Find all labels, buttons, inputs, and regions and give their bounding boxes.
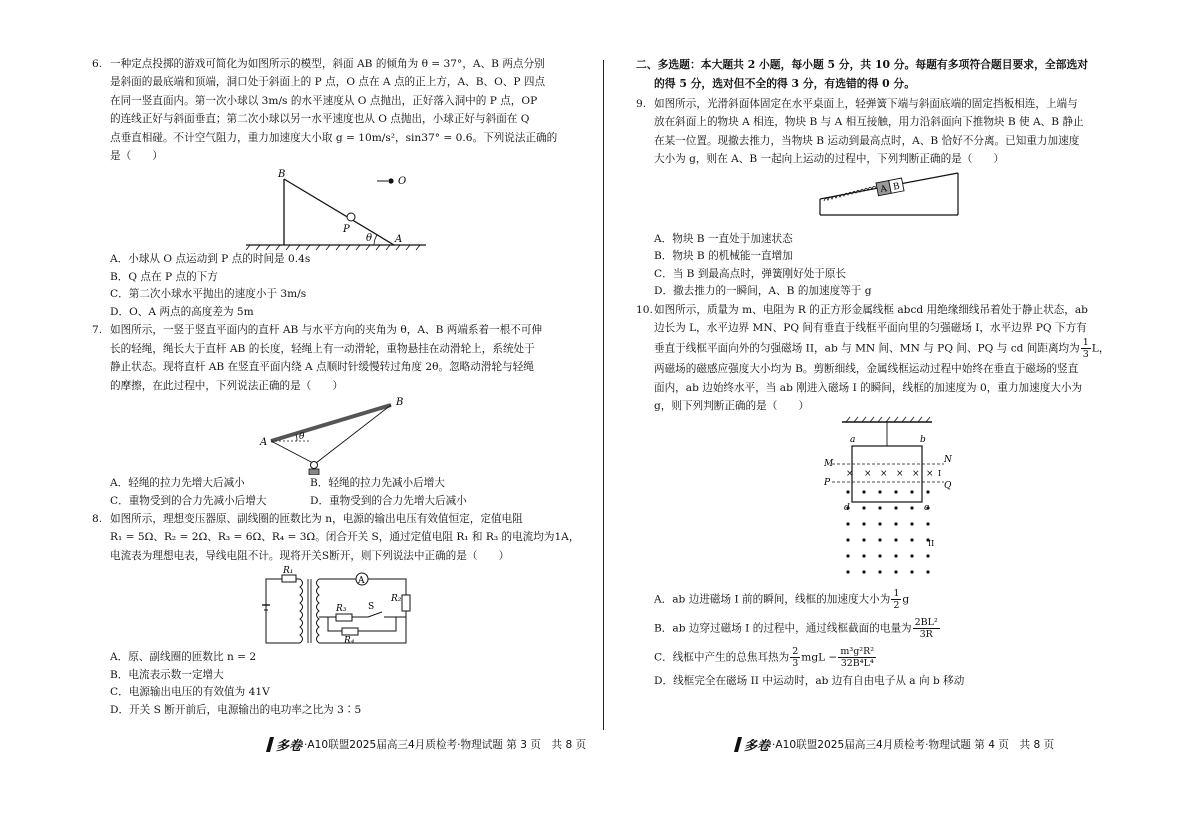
svg-text:×: × [925, 468, 934, 479]
q6-options [92, 251, 580, 321]
option-b[interactable]: B．ab 边穿过磁场 I 的过程中，通过线框截面的电量为 $\frac{\text{2BL²}}{3R}$ [654, 616, 938, 640]
label-c: c [923, 502, 929, 513]
q7-options [92, 475, 580, 510]
q8-options [92, 649, 580, 719]
fraction-one-third: $\frac{1}{3}$ [1082, 337, 1089, 361]
magnetic-field-figure [824, 416, 954, 588]
option-d[interactable]: D．线框完全在磁场 II 中运动时，ab 边有自由电子从 a 向 b 移动 [654, 674, 965, 687]
rod-pulley-figure [251, 395, 421, 475]
question-6: 6. 一种定点投掷的游戏可简化为如图所示的模型，斜面 AB 的倾角为 θ = 37°，A、B 两点分别 是斜面的最底端和顶端，洞口处于斜面上的 P 点，O 点在 A 点的正上方，A、B、O、P 四点 在同一竖直面内。第一次小球以 3m/s 的水平速度从 O 点抛出，正好落入洞中的 P 点，OP 的连线正好与斜面垂直；第二次小球以另一水平速度也从 O 点抛出，小球正好与斜面在 Q 点垂直相碰。不计空气阻力，重力加速度大小取 g = 10m/s²，sin37° = 0.6。下列说法正确的 是（ ） [92, 55, 580, 165]
label-r1: R₁ [283, 566, 294, 577]
label-b: B [396, 397, 404, 409]
option-d[interactable]: D．开关 S 断开前后，电源输出的电功率之比为 3∶5 [110, 703, 362, 716]
label-s: S [368, 602, 375, 613]
transformer-circuit-figure [256, 565, 416, 649]
option-b[interactable]: B．电流表示数一定增大 [110, 668, 224, 681]
label-a: a [849, 434, 855, 445]
option-d[interactable]: D．撤去推力的一瞬间，A、B 的加速度等于 g [654, 285, 872, 298]
label-q: Q [943, 480, 951, 491]
label-a: A [260, 437, 268, 449]
label-theta: θ [366, 233, 373, 245]
option-c[interactable]: C．当 B 到最高点时，弹簧刚好处于原长 [654, 267, 847, 280]
label-p: P [343, 224, 350, 236]
label-o: O [398, 176, 407, 188]
label-p: P [823, 477, 830, 488]
option-d[interactable]: D．O、A 两点的高度差为 5m [110, 305, 254, 318]
label-n: N [943, 454, 952, 465]
svg-text:×: × [895, 468, 904, 479]
question-9: 9. 如图所示，光滑斜面体固定在水平桌面上，轻弹簧下端与斜面底端的固定挡板相连，上端与 放在斜面上的物块 A 相连，物块 B 与 A 相互接触，用力沿斜面向下推物块 B 使 A、B 静止 在某一位置。现撤去推力，当物块 B 运动到最高点时，A、B 恰好不分离。已知重力加速度 大小为 g，则在 A、B 一起向上运动的过程中，下列判断正确的是（ ） [636, 95, 1141, 169]
label-r3: R₃ [336, 604, 347, 615]
option-c[interactable]: C．重物受到的合力先减小后增大 [110, 494, 267, 507]
left-page [92, 55, 580, 745]
field-2-dots [843, 490, 929, 573]
label-r4: R₄ [344, 636, 355, 647]
question-number: 9. [636, 98, 647, 110]
question-7: 7. 如图所示，一竖于竖直平面内的直杆 AB 与水平方向的夹角为 θ，A、B 两端系着一根不可伸 长的轻绳，绳长大于直杆 AB 的长度，轻绳上有一动滑轮，重物悬挂在动滑轮上，系统处于 静止状态。现将直杆 AB 在竖直平面内绕 A 点顺时针缓慢转过角度 2θ。忽略动滑轮与轻绳 的摩擦，在此过程中，下列说法正确的是（ ） [92, 321, 580, 395]
label-d: d [843, 502, 850, 513]
label-field-1: I [937, 468, 941, 478]
question-8: 8. 如图所示，理想变压器原、副线圈的匝数比为 n，电源的输出电压有效值恒定，定值电阻 R₁ = 5Ω、R₂ = 2Ω、R₃ = 6Ω、R₄ = 3Ω。闭合开关 S，通过定值电阻 R₁ 和 R₃ 的电流均为1A， 电流表为理想电表，导线电阻不计。现将开关S断开，则下列说法中正确的是（ ） [92, 510, 580, 565]
svg-text:×: × [863, 468, 872, 479]
footer-right [736, 735, 1054, 754]
right-page [636, 55, 1141, 745]
label-block-b: B [891, 181, 901, 193]
footer-logo: 多卷 [744, 739, 771, 754]
svg-text:×: × [911, 468, 920, 479]
label-b: b [919, 434, 926, 445]
option-d[interactable]: D．重物受到的合力先增大后减小 [310, 494, 467, 507]
label-b: B [278, 169, 286, 181]
label-a: A [395, 234, 403, 246]
field-1-crosses [846, 469, 934, 479]
label-theta: θ [299, 432, 305, 443]
footer-left [268, 735, 586, 754]
footer-text: ·A10联盟2025届高三4月质检考·物理试题 第 4 页 共 8 页 [772, 739, 1055, 751]
question-10: 10.如图所示，质量为 m、电阻为 R 的正方形金属线框 abcd 用绝缘细线吊着处于静止状态，ab 边长为 L，水平边界 MN、PQ 间有垂直于线框平面向里的匀强磁场 I，水平边界 PQ 下方有 垂直于线框平面向外的匀强磁场 II，ab 与 MN 间、MN 与 PQ 间、PQ 与 cd 间距离均为 $\frac{1}{3}$ L， 两磁场的磁感应强度大小均为 B。剪断细线，金属线框运动过程中始终在垂直于磁场的竖直 面内，ab 边始终水平，当 ab 刚进入磁场 I 的瞬间，线框的加速度为 0，重力加速度大小为 g，则下列判断正确的是（ ） [636, 301, 1141, 416]
option-b[interactable]: B．物块 B 的机械能一直增加 [654, 250, 793, 263]
svg-text:×: × [879, 468, 888, 479]
svg-text:×: × [845, 468, 854, 479]
spring-incline-figure [814, 169, 964, 231]
option-a[interactable]: A．原、副线圈的匝数比 n = 2 [110, 651, 257, 664]
label-field-2: II [927, 538, 934, 548]
ammeter-label: A [358, 576, 365, 587]
page-divider [603, 60, 604, 730]
footer-logo: 多卷 [276, 739, 303, 754]
question-number: 7. [92, 324, 103, 337]
option-c[interactable]: C．第二次小球水平抛出的速度小于 3m/s [110, 288, 307, 301]
question-number: 8. [92, 513, 103, 526]
label-block-a: A [879, 183, 888, 195]
footer-text: ·A10联盟2025届高三4月质检考·物理试题 第 3 页 共 8 页 [304, 739, 587, 751]
q9-options [636, 231, 1141, 301]
option-c[interactable]: C．电源输出电压的有效值为 41V [110, 686, 270, 699]
label-m: M [823, 458, 833, 469]
logo-icon [266, 737, 274, 752]
q10-options [636, 588, 1141, 691]
option-a[interactable]: A．ab 边进磁场 I 前的瞬间，线框的加速度大小为 $\frac{1}{2}$ g [654, 587, 910, 611]
question-number: 10. [636, 303, 653, 316]
option-c[interactable]: C．线框中产生的总焦耳热为 $\frac{2}{3}$ mgL − $\frac{\text{m³g²R²}}{\text{32B⁴L⁴}}$ [654, 645, 875, 669]
label-r2: R₂ [391, 594, 402, 605]
section-heading: 二、多选题：本大题共 2 小题，每小题 5 分，共 10 分。每题有多项符合题目要求，全部选对 的得 5 分，选对但不全的得 3 分，有选错的得 0 分。 [636, 58, 1089, 90]
question-number: 6. [92, 58, 103, 70]
option-b[interactable]: B．Q 点在 P 点的下方 [110, 270, 218, 283]
logo-icon [734, 737, 742, 752]
incline-figure [236, 165, 436, 251]
option-a[interactable]: A．轻绳的拉力先增大后减小 [110, 477, 245, 490]
option-a[interactable]: A．物块 B 一直处于加速状态 [654, 232, 793, 245]
option-a[interactable]: A．小球从 O 点运动到 P 点的时间是 0.4s [110, 253, 311, 266]
option-b[interactable]: B．轻绳的拉力先减小后增大 [310, 477, 445, 490]
